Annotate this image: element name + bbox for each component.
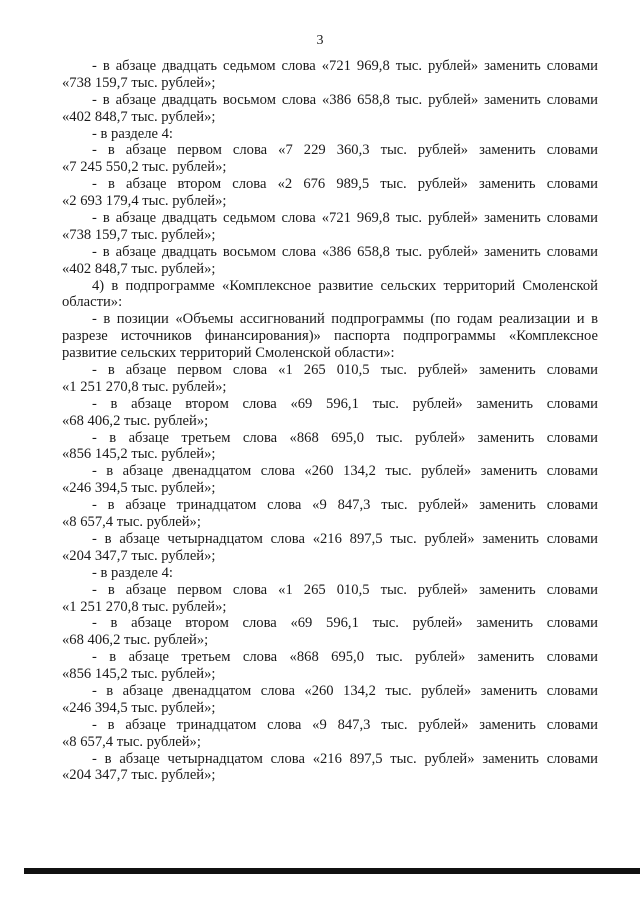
text-line: «402 848,7 тыс. рублей»;	[62, 260, 216, 277]
text-line: «68 406,2 тыс. рублей»;	[62, 632, 209, 649]
text-line: «246 394,5 тыс. рублей»;	[62, 480, 216, 497]
text-line: - в абзаце двадцать седьмом слова «721 969,8 тыс. рублей» заменить словами	[92, 210, 598, 227]
text-line: - в абзаце первом слова «7 229 360,3 тыс. рублей» заменить словами	[92, 142, 598, 159]
text-line: 4) в подпрограмме «Комплексное развитие сельских территорий Смоленской	[92, 277, 598, 294]
scan-edge-rule	[24, 868, 640, 874]
text-line: развитие сельских территорий Смоленской области»:	[62, 345, 395, 362]
text-line: - в абзаце третьем слова «868 695,0 тыс. рублей» заменить словами	[92, 649, 598, 666]
text-line: «7 245 550,2 тыс. рублей»;	[62, 159, 227, 176]
text-line: - в абзаце четырнадцатом слова «216 897,5 тыс. рублей» заменить словами	[92, 530, 598, 547]
page-number: 3	[316, 33, 324, 48]
text-line: «68 406,2 тыс. рублей»;	[62, 412, 209, 429]
text-line: «2 693 179,4 тыс. рублей»;	[62, 193, 227, 210]
text-line: «204 347,7 тыс. рублей»;	[62, 547, 216, 564]
text-line: - в абзаце втором слова «2 676 989,5 тыс. рублей» заменить словами	[92, 176, 598, 193]
text-line: - в абзаце двенадцатом слова «260 134,2 тыс. рублей» заменить словами	[92, 682, 598, 699]
text-line: «204 347,7 тыс. рублей»;	[62, 767, 216, 784]
text-line: «8 657,4 тыс. рублей»;	[62, 514, 201, 531]
text-line: - в абзаце первом слова «1 265 010,5 тыс. рублей» заменить словами	[92, 362, 598, 379]
text-line: «246 394,5 тыс. рублей»;	[62, 699, 216, 716]
text-line: «402 848,7 тыс. рублей»;	[62, 108, 216, 125]
document-body	[62, 58, 598, 784]
text-line: - в абзаце втором слова «69 596,1 тыс. рублей» заменить словами	[92, 615, 598, 632]
text-line: «1 251 270,8 тыс. рублей»;	[62, 598, 227, 615]
text-line: области»:	[62, 294, 123, 311]
text-line: - в абзаце тринадцатом слова «9 847,3 тыс. рублей» заменить словами	[92, 716, 598, 733]
text-line: разрезе источников финансирования)» паспорта подпрограммы «Комплексное	[62, 328, 598, 345]
text-line: - в позиции «Объемы ассигнований подпрограммы (по годам реализации и в	[92, 311, 598, 328]
text-line: - в абзаце двадцать восьмом слова «386 658,8 тыс. рублей» заменить словами	[92, 243, 598, 260]
text-line: - в абзаце двенадцатом слова «260 134,2 тыс. рублей» заменить словами	[92, 463, 598, 480]
text-line: - в абзаце тринадцатом слова «9 847,3 тыс. рублей» заменить словами	[92, 497, 598, 514]
text-line: - в абзаце втором слова «69 596,1 тыс. рублей» заменить словами	[92, 395, 598, 412]
text-line: - в абзаце двадцать восьмом слова «386 658,8 тыс. рублей» заменить словами	[92, 91, 598, 108]
text-line: «856 145,2 тыс. рублей»;	[62, 666, 216, 683]
text-line: «738 159,7 тыс. рублей»;	[62, 226, 216, 243]
text-line: «8 657,4 тыс. рублей»;	[62, 733, 201, 750]
text-line: - в абзаце третьем слова «868 695,0 тыс. рублей» заменить словами	[92, 429, 598, 446]
text-line: - в абзаце двадцать седьмом слова «721 969,8 тыс. рублей» заменить словами	[92, 58, 598, 74]
text-line: - в разделе 4:	[92, 125, 173, 142]
text-line: «738 159,7 тыс. рублей»;	[62, 74, 216, 91]
text-line: - в разделе 4:	[92, 564, 173, 581]
text-line: - в абзаце четырнадцатом слова «216 897,5 тыс. рублей» заменить словами	[92, 750, 598, 767]
text-line: «1 251 270,8 тыс. рублей»;	[62, 378, 227, 395]
text-line: - в абзаце первом слова «1 265 010,5 тыс. рублей» заменить словами	[92, 581, 598, 598]
text-line: «856 145,2 тыс. рублей»;	[62, 446, 216, 463]
